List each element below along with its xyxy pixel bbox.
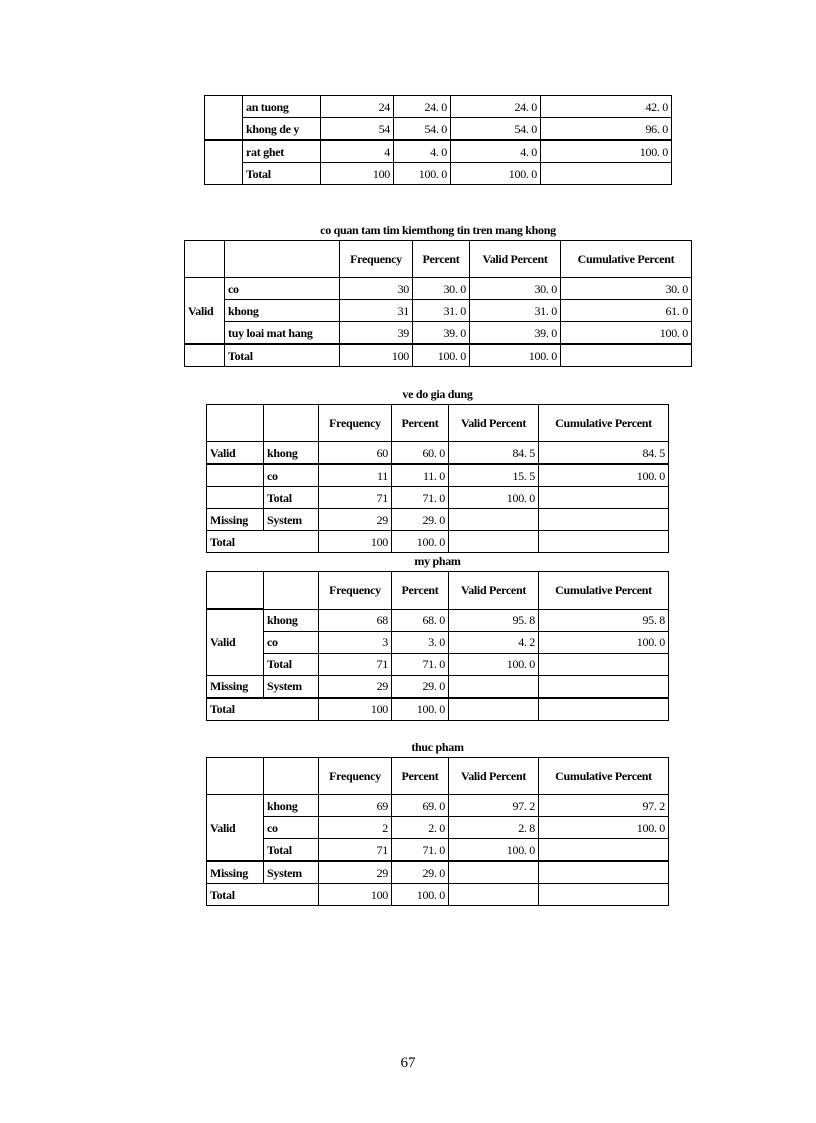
table-row: [207, 675, 669, 698]
row-label: rat ghet: [243, 140, 321, 163]
header-valid-percent: Valid Percent: [449, 572, 539, 610]
group-valid: Valid: [207, 795, 264, 862]
header-frequency: Frequency: [319, 572, 392, 610]
header-valid-percent: Valid Percent: [449, 758, 539, 795]
frequency-cell: 24: [321, 96, 394, 118]
table-row: [185, 322, 692, 345]
table-row: [207, 464, 669, 487]
valid-percent-cell: [449, 698, 539, 721]
table-row: [205, 96, 672, 118]
frequency-cell: 29: [319, 861, 392, 884]
table-title: ve do gia dung: [402, 387, 473, 401]
frequency-cell: 29: [319, 509, 392, 531]
cumulative-percent-cell: 100. 0: [561, 322, 692, 345]
group-cell: [207, 487, 264, 509]
frequency-cell: 54: [321, 118, 394, 141]
frequency-cell: 100: [319, 698, 392, 721]
cumulative-percent-cell: [539, 884, 669, 906]
valid-percent-cell: [449, 861, 539, 884]
cumulative-percent-cell: [539, 509, 669, 531]
valid-percent-cell: 95. 8: [449, 609, 539, 631]
percent-cell: 100. 0: [392, 531, 449, 553]
percent-cell: 100. 0: [394, 163, 451, 185]
row-label: co: [264, 817, 319, 839]
frequency-cell: 100: [340, 344, 413, 367]
row-label: khong: [264, 442, 319, 465]
frequency-table-my-pham: [206, 571, 669, 721]
cumulative-percent-cell: 100. 0: [539, 817, 669, 839]
frequency-cell: 71: [319, 839, 392, 862]
frequency-cell: 4: [321, 140, 394, 163]
cumulative-percent-cell: 100. 0: [539, 631, 669, 653]
cumulative-percent-cell: 97. 2: [539, 795, 669, 817]
table-row: [207, 817, 669, 839]
row-label: co: [264, 631, 319, 653]
frequency-table-gia-dung: [206, 404, 669, 553]
row-label: System: [264, 509, 319, 531]
percent-cell: 24. 0: [394, 96, 451, 118]
group-valid: Valid: [185, 278, 225, 345]
table-row: [205, 163, 672, 185]
percent-cell: 29. 0: [392, 509, 449, 531]
cumulative-percent-cell: 96. 0: [541, 118, 672, 141]
header-cumulative-percent: Cumulative Percent: [561, 241, 692, 278]
row-label: khong: [264, 609, 319, 631]
header-blank: [264, 758, 319, 795]
frequency-cell: 68: [319, 609, 392, 631]
row-label: Total: [243, 163, 321, 185]
percent-cell: 29. 0: [392, 675, 449, 698]
valid-percent-cell: 39. 0: [470, 322, 561, 345]
cumulative-percent-cell: [539, 839, 669, 862]
cumulative-percent-cell: 61. 0: [561, 300, 692, 322]
row-label: Total: [264, 487, 319, 509]
percent-cell: 68. 0: [392, 609, 449, 631]
table-row: [207, 609, 669, 631]
valid-percent-cell: 24. 0: [451, 96, 541, 118]
valid-percent-cell: 15. 5: [449, 464, 539, 487]
row-label: Total: [264, 839, 319, 862]
header-cumulative-percent: Cumulative Percent: [539, 758, 669, 795]
group-cell: [207, 464, 264, 487]
frequency-cell: 11: [319, 464, 392, 487]
valid-percent-cell: 100. 0: [470, 344, 561, 367]
frequency-cell: 39: [340, 322, 413, 345]
row-label: tuy loai mat hang: [225, 322, 340, 345]
row-label: co: [225, 278, 340, 300]
header-row: [207, 758, 669, 795]
valid-percent-cell: 2. 8: [449, 817, 539, 839]
table-row: [205, 140, 672, 163]
valid-percent-cell: 97. 2: [449, 795, 539, 817]
cumulative-percent-cell: [539, 861, 669, 884]
percent-cell: 60. 0: [392, 442, 449, 465]
header-blank: [225, 241, 340, 278]
table-row: [207, 884, 669, 906]
valid-percent-cell: 54. 0: [451, 118, 541, 141]
row-label: co: [264, 464, 319, 487]
row-label: Total: [207, 531, 319, 553]
percent-cell: 31. 0: [413, 300, 470, 322]
valid-percent-cell: [449, 531, 539, 553]
table-title: thuc pham: [411, 740, 464, 754]
table-row: [185, 278, 692, 300]
frequency-cell: 100: [321, 163, 394, 185]
row-label: System: [264, 861, 319, 884]
valid-percent-cell: 100. 0: [449, 487, 539, 509]
frequency-cell: 71: [319, 653, 392, 675]
table-row: [205, 118, 672, 141]
frequency-table-thuc-pham: [206, 757, 669, 906]
percent-cell: 69. 0: [392, 795, 449, 817]
percent-cell: 39. 0: [413, 322, 470, 345]
header-percent: Percent: [392, 405, 449, 442]
header-valid-percent: Valid Percent: [470, 241, 561, 278]
cumulative-percent-cell: 100. 0: [539, 464, 669, 487]
header-frequency: Frequency: [319, 758, 392, 795]
header-blank: [264, 405, 319, 442]
valid-percent-cell: 100. 0: [451, 163, 541, 185]
table-title: my pham: [414, 554, 461, 568]
frequency-cell: 29: [319, 675, 392, 698]
row-label: an tuong: [243, 96, 321, 118]
cumulative-percent-cell: [539, 698, 669, 721]
percent-cell: 3. 0: [392, 631, 449, 653]
header-blank: [264, 572, 319, 610]
continued-table: [204, 95, 672, 185]
cumulative-percent-cell: 95. 8: [539, 609, 669, 631]
header-blank: [185, 241, 225, 278]
valid-percent-cell: 100. 0: [449, 839, 539, 862]
frequency-cell: 2: [319, 817, 392, 839]
row-label: Total: [207, 698, 319, 721]
cumulative-percent-cell: [539, 531, 669, 553]
frequency-cell: 30: [340, 278, 413, 300]
valid-percent-cell: 4. 0: [451, 140, 541, 163]
valid-percent-cell: 84. 5: [449, 442, 539, 465]
valid-percent-cell: [449, 884, 539, 906]
frequency-cell: 100: [319, 531, 392, 553]
cumulative-percent-cell: [539, 487, 669, 509]
percent-cell: 71. 0: [392, 839, 449, 862]
header-cumulative-percent: Cumulative Percent: [539, 405, 669, 442]
cumulative-percent-cell: 84. 5: [539, 442, 669, 465]
frequency-cell: 3: [319, 631, 392, 653]
group-valid: Valid: [207, 609, 264, 675]
table-row: [207, 795, 669, 817]
table-row: [207, 861, 669, 884]
table-row: [207, 653, 669, 675]
group-missing: Missing: [207, 861, 264, 884]
cumulative-percent-cell: 30. 0: [561, 278, 692, 300]
percent-cell: 11. 0: [392, 464, 449, 487]
table-row: [207, 487, 669, 509]
table-title: co quan tam tim kiemthong tin tren mang khong: [320, 223, 556, 237]
header-cumulative-percent: Cumulative Percent: [539, 572, 669, 610]
group-cell: [205, 140, 243, 185]
valid-percent-cell: 100. 0: [449, 653, 539, 675]
header-row: [207, 405, 669, 442]
table-row: [207, 698, 669, 721]
percent-cell: 4. 0: [394, 140, 451, 163]
header-row: [207, 572, 669, 610]
cumulative-percent-cell: [561, 344, 692, 367]
group-missing: Missing: [207, 675, 264, 698]
header-frequency: Frequency: [319, 405, 392, 442]
valid-percent-cell: [449, 675, 539, 698]
header-percent: Percent: [413, 241, 470, 278]
cumulative-percent-cell: 42. 0: [541, 96, 672, 118]
valid-percent-cell: 4. 2: [449, 631, 539, 653]
row-label: khong: [264, 795, 319, 817]
row-label: Total: [264, 653, 319, 675]
group-missing: Missing: [207, 509, 264, 531]
frequency-cell: 60: [319, 442, 392, 465]
table-row: [207, 442, 669, 465]
percent-cell: 71. 0: [392, 487, 449, 509]
header-valid-percent: Valid Percent: [449, 405, 539, 442]
percent-cell: 54. 0: [394, 118, 451, 141]
table-row: [207, 531, 669, 553]
header-blank: [207, 405, 264, 442]
cumulative-percent-cell: 100. 0: [541, 140, 672, 163]
table-row: [207, 631, 669, 653]
row-label: System: [264, 675, 319, 698]
valid-percent-cell: 30. 0: [470, 278, 561, 300]
percent-cell: 30. 0: [413, 278, 470, 300]
header-percent: Percent: [392, 758, 449, 795]
header-frequency: Frequency: [340, 241, 413, 278]
group-cell: [185, 344, 225, 367]
table-row: [185, 344, 692, 367]
percent-cell: 100. 0: [413, 344, 470, 367]
row-label: Total: [225, 344, 340, 367]
header-blank: [207, 758, 264, 795]
row-label: khong: [225, 300, 340, 322]
row-label: Total: [207, 884, 319, 906]
table-row: [207, 509, 669, 531]
table-row: [185, 300, 692, 322]
valid-percent-cell: 31. 0: [470, 300, 561, 322]
header-row: [185, 241, 692, 278]
cumulative-percent-cell: [541, 163, 672, 185]
percent-cell: 2. 0: [392, 817, 449, 839]
group-cell: [205, 96, 243, 141]
percent-cell: 100. 0: [392, 884, 449, 906]
percent-cell: 29. 0: [392, 861, 449, 884]
frequency-cell: 69: [319, 795, 392, 817]
row-label: khong de y: [243, 118, 321, 141]
frequency-cell: 31: [340, 300, 413, 322]
frequency-table-quan-tam: [184, 240, 692, 367]
percent-cell: 71. 0: [392, 653, 449, 675]
valid-percent-cell: [449, 509, 539, 531]
table-row: [207, 839, 669, 862]
cumulative-percent-cell: [539, 675, 669, 698]
frequency-cell: 71: [319, 487, 392, 509]
cumulative-percent-cell: [539, 653, 669, 675]
group-valid: Valid: [207, 442, 264, 465]
header-percent: Percent: [392, 572, 449, 610]
frequency-cell: 100: [319, 884, 392, 906]
percent-cell: 100. 0: [392, 698, 449, 721]
header-blank: [207, 572, 264, 610]
page-number: 67: [400, 1055, 416, 1071]
